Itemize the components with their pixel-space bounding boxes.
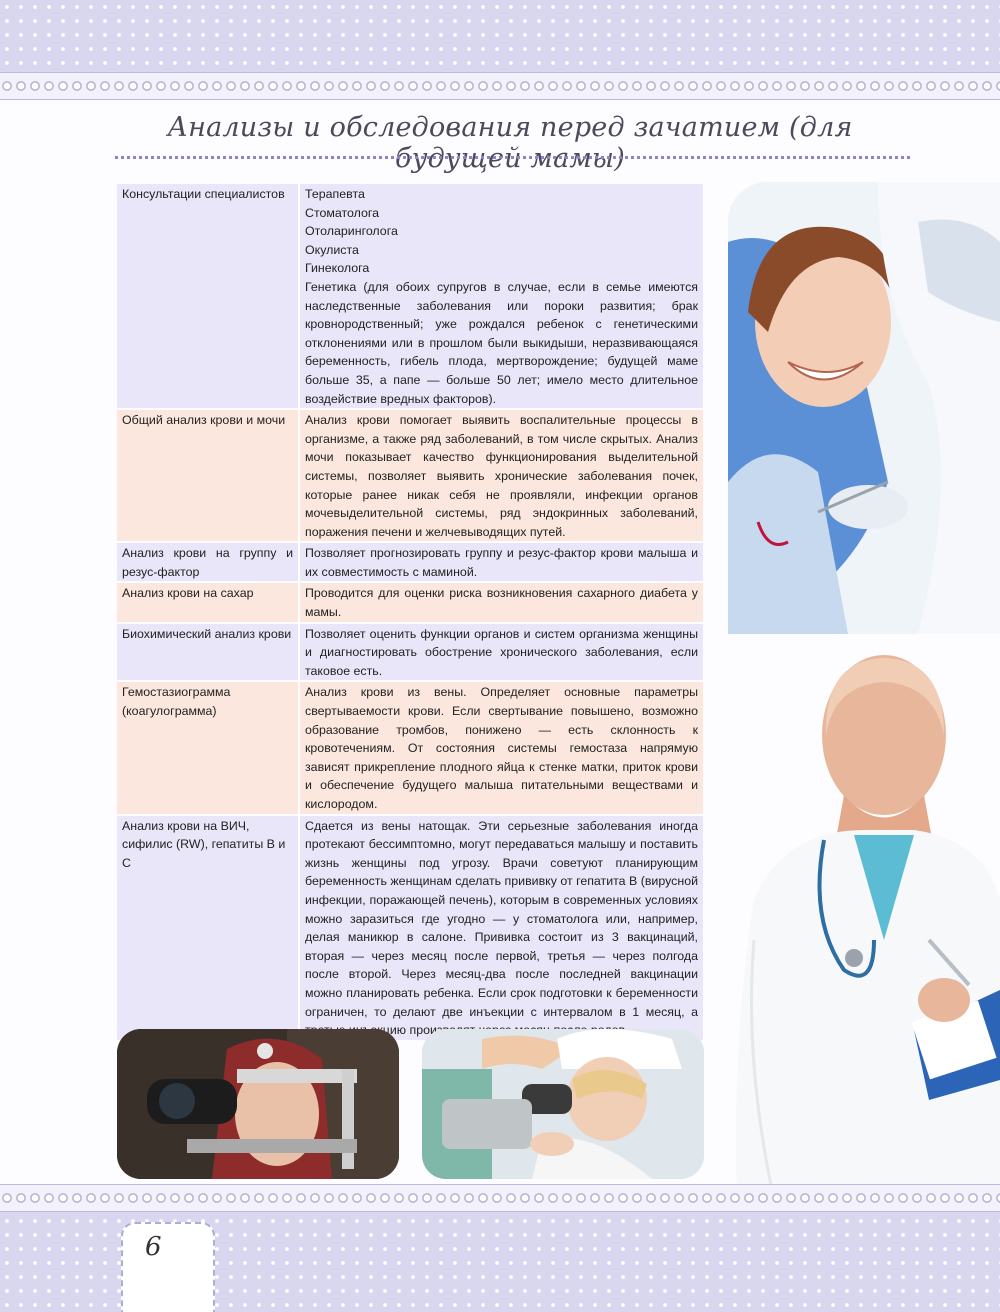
analysis-name: Анализ крови на сахар: [117, 583, 300, 621]
analysis-name: Консультации специалистов: [117, 184, 300, 408]
specialist-item: Окулиста: [305, 242, 359, 257]
specialist-item: Стоматолога: [305, 205, 380, 220]
table-row: [117, 543, 703, 581]
specialist-item: Отоларинголога: [305, 224, 398, 239]
analysis-description: [300, 184, 703, 408]
dentist-photo: [728, 182, 1000, 634]
analysis-name: Общий анализ крови и мочи: [117, 410, 300, 541]
bottom-lace-border: [0, 1184, 1000, 1212]
analysis-description: Позволяет прогнозировать группу и резус-фактор крови малыша и их совместимость с маминой.: [300, 543, 703, 581]
analysis-description: Сдается из вены натощак. Эти серьезные заболевания иногда протекают бессимптомно, могут передаваться малышу и поставить жизнь женщины под угрозу. Врачи советуют планирующим беременность женщинам сделать прививку от гепатита B (вирусной инфекции, поражающей печень), которым в современных условиях можно заразиться где угодно — у стоматолога или, например, делая маникюр в салоне. Прививка состоит из 3 вакцинаций, вторая — через месяц после первой, третья — через полгода после второй. Через месяц-два после последней вакцинации можно планировать ребенка. Если срок подготовки к беременности ограничен, то делают две инъекции с интервалом в 1 месяц, а: [300, 816, 703, 1040]
analysis-description: Анализ крови из вены. Определяет основные параметры свертываемости крови. Если свертывание повышено, возможно образование тромбов, понижено — есть склонность к кровотечениям. От состояния системы гемостаза напрямую зависят прикрепление плодного яйца к стенке матки, приток крови и обеспечение будущего малыша питательными веществами и кислородом.: [300, 682, 703, 813]
eye-exam-photo: [117, 1029, 399, 1179]
gynecologist-photo: [422, 1029, 704, 1179]
page-number: 6: [145, 1232, 162, 1262]
top-lace-border: [0, 72, 1000, 100]
table-row: [117, 410, 703, 541]
table-row: [117, 583, 703, 621]
table-row: [117, 816, 703, 1040]
title-dotted-rule: [115, 156, 910, 159]
top-decor-band: [0, 0, 1000, 76]
page-number-frame: [121, 1222, 215, 1312]
table-row: [117, 624, 703, 681]
analysis-name: Анализ крови на ВИЧ, сифилис (RW), гепатиты B и C: [117, 816, 300, 1040]
genetics-note: Генетика (для обоих супругов в случае, если в семье имеются наследственные заболевания или пороки развития; брак кровнородственный; уже рождался ребенок с генетическими отклонениями или в прошлом были выкидыши, неразвивающаяся беременность, гибель плода, мертворождение; будущей маме больше 35, а папе — больше 50 лет; имело место длительное воздействие вредных факторов).: [305, 279, 698, 406]
analysis-name: Анализ крови на группу и резус-фактор: [117, 543, 300, 581]
analysis-description: Позволяет оценить функции органов и систем организма женщины и диагностировать обострение хронического заболевания, если таковое есть.: [300, 624, 703, 681]
analysis-description: Анализ крови помогает выявить воспалительные процессы в организме, а также ряд заболеваний, в том числе скрытых. Анализ мочи показывает качество функционирования выделительной системы, позволяет выявить хронические заболевания почек, которые ранее никак себя не проявляли, инфекции органов мочевыделительной системы, ряд эндокринных заболеваний, поражения печени и желчевыводящих путей.: [300, 410, 703, 541]
analyses-table: [117, 182, 703, 1042]
table-row: [117, 184, 703, 408]
analysis-name: Гемостазиограмма (коагулограмма): [117, 682, 300, 813]
analysis-description: Проводится для оценки риска возникновения сахарного диабета у мамы.: [300, 583, 703, 621]
specialist-item: Терапевта: [305, 187, 365, 201]
page-title: Анализы и обследования перед зачатием (для будущей мамы): [167, 112, 853, 174]
analysis-name: Биохимический анализ крови: [117, 624, 300, 681]
table-row: [117, 682, 703, 813]
specialist-item: Гинеколога: [305, 261, 370, 276]
